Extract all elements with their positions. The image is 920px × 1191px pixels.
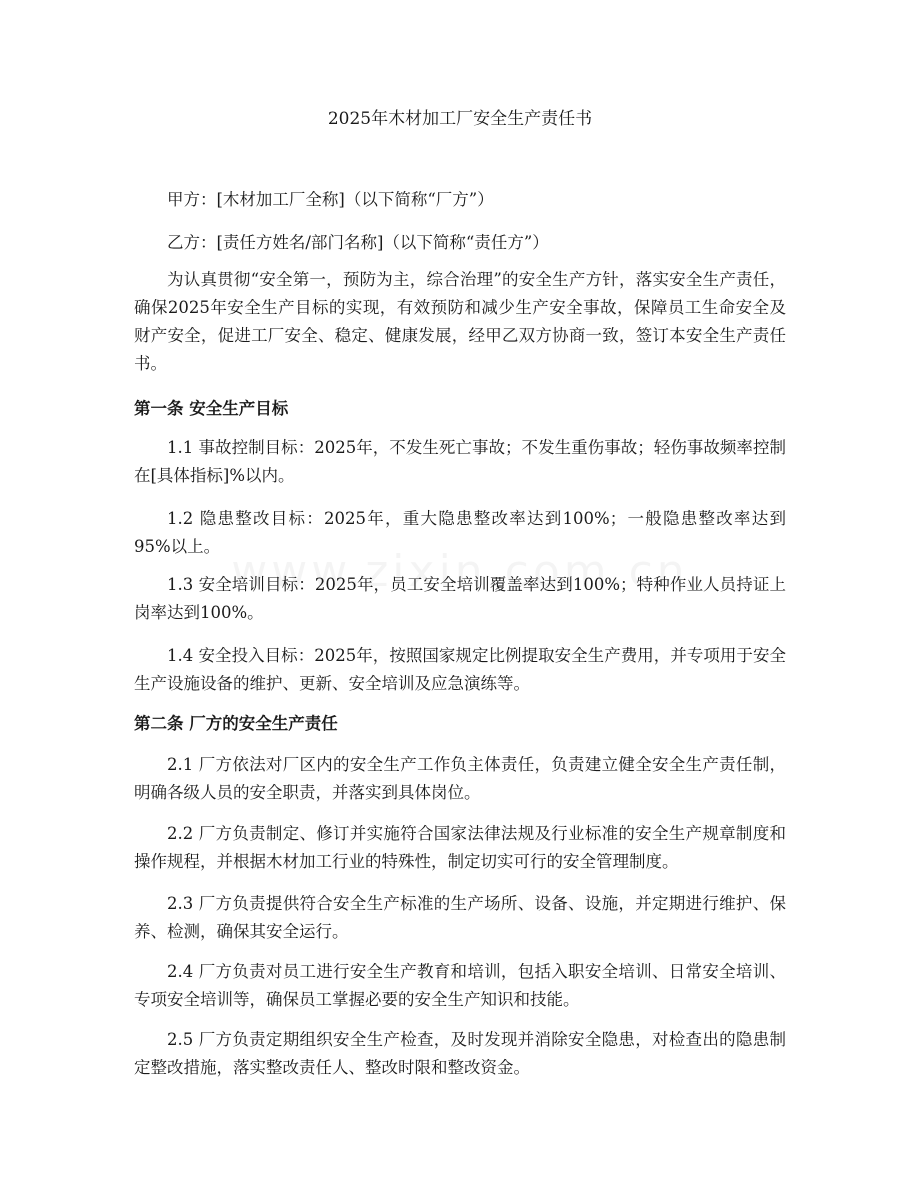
section-2-heading: 第二条 厂方的安全生产责任 bbox=[134, 714, 338, 733]
section-1-item: 1.4 安全投入目标：2025年，按照国家规定比例提取安全生产费用，并专项用于安全生产设施设备的维护、更新、安全培训及应急演练等。 bbox=[134, 646, 786, 693]
section-1-item: 1.2 隐患整改目标：2025年，重大隐患整改率达到100%；一般隐患整改率达到95%以上。 bbox=[134, 509, 786, 556]
section-1-heading: 第一条 安全生产目标 bbox=[134, 399, 289, 418]
section-2-item: 2.5 厂方负责定期组织安全生产检查，及时发现并消除安全隐患，对检查出的隐患制定整改措施，落实整改责任人、整改时限和整改资金。 bbox=[134, 1030, 786, 1077]
party-a-line: 甲方：[木材加工厂全称]（以下简称“厂方”） bbox=[167, 190, 494, 209]
section-2-item: 2.1 厂方依法对厂区内的安全生产工作负主体责任，负责建立健全安全生产责任制，明确各级人员的安全职责，并落实到具体岗位。 bbox=[134, 755, 786, 802]
intro-paragraph: 为认真贯彻“安全第一，预防为主，综合治理”的安全生产方针，落实安全生产责任，确保2025年安全生产目标的实现，有效预防和减少生产安全事故，保障员工生命安全及财产安全，促进工厂安全、稳定、健康发展，经甲乙双方协商一致，签订本安全生产责任书。 bbox=[134, 270, 786, 373]
section-2-item: 2.4 厂方负责对员工进行安全生产教育和培训，包括入职安全培训、日常安全培训、专项安全培训等，确保员工掌握必要的安全生产知识和技能。 bbox=[134, 962, 786, 1009]
party-b-line: 乙方：[责任方姓名/部门名称]（以下简称“责任方”） bbox=[167, 233, 549, 252]
section-2-item: 2.2 厂方负责制定、修订并实施符合国家法律法规及行业标准的安全生产规章制度和操作规程，并根据木材加工行业的特殊性，制定切实可行的安全管理制度。 bbox=[134, 824, 786, 871]
document-title: 2025年木材加工厂安全生产责任书 bbox=[327, 109, 593, 129]
section-1-item: 1.3 安全培训目标：2025年，员工安全培训覆盖率达到100%；特种作业人员持证上岗率达到100%。 bbox=[134, 575, 786, 622]
section-1-item: 1.1 事故控制目标：2025年，不发生死亡事故；不发生重伤事故；轻伤事故频率控制在[具体指标]%以内。 bbox=[134, 438, 786, 485]
section-2-item: 2.3 厂方负责提供符合安全生产标准的生产场所、设备、设施，并定期进行维护、保养、检测，确保其安全运行。 bbox=[134, 894, 786, 941]
